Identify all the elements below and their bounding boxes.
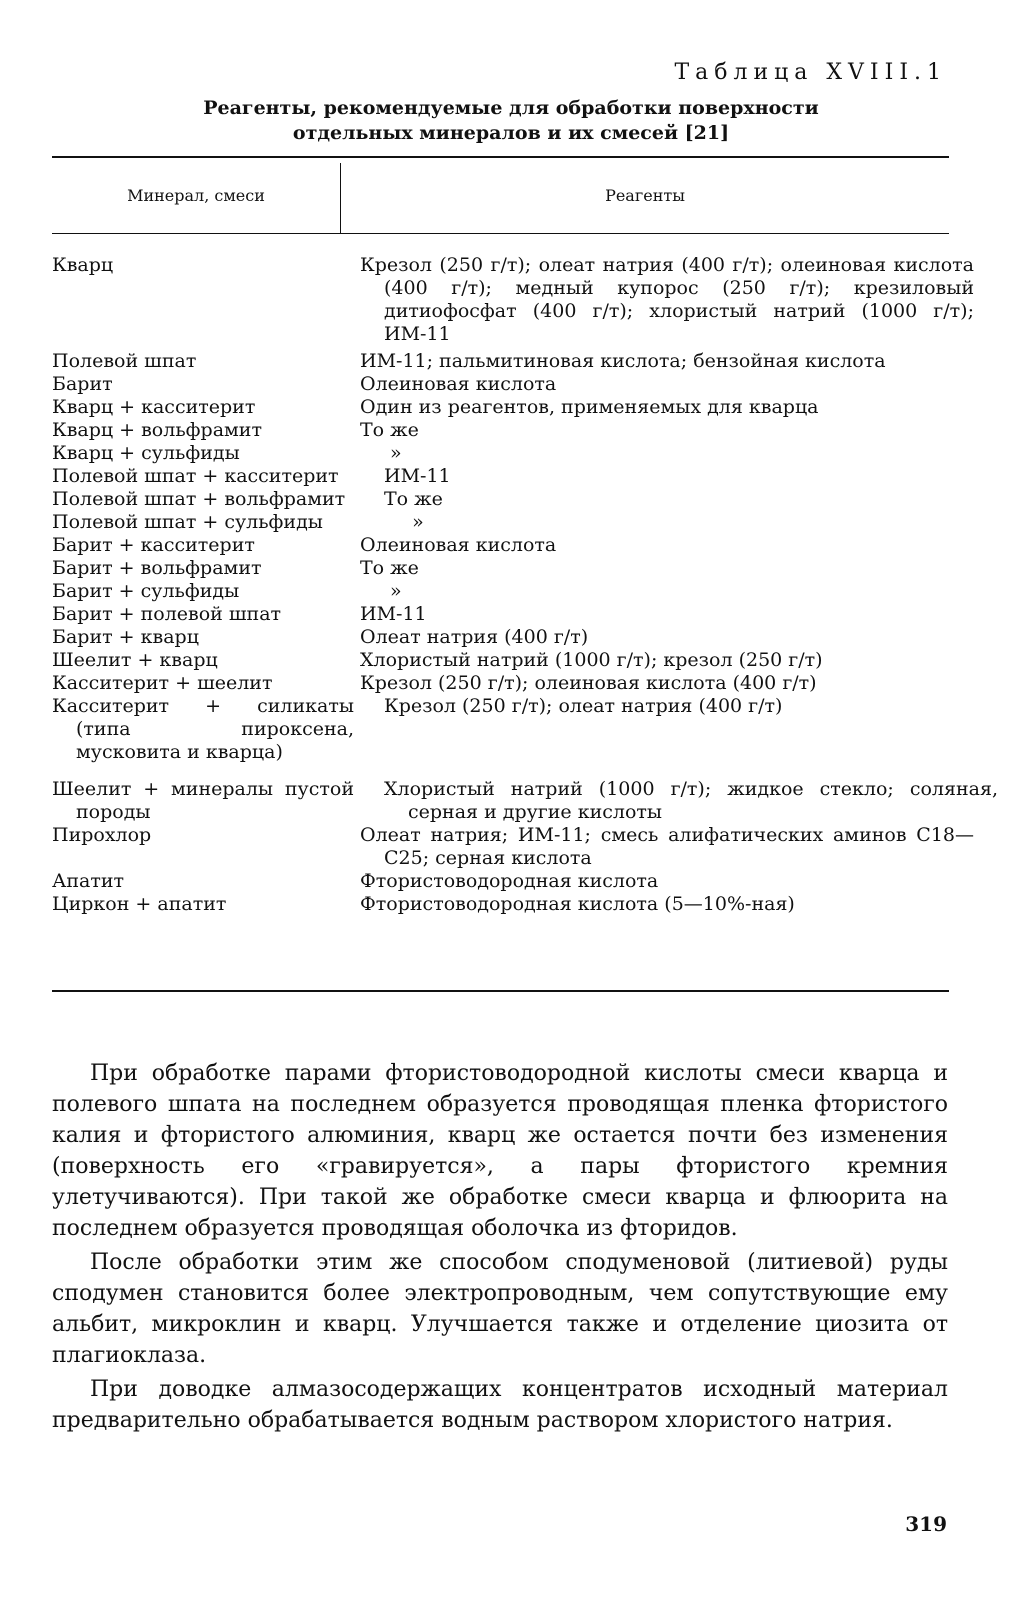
reagent-cell: Крезол (250 г/т); олеат натрия (400 г/т); олеиновая кислота (400 г/т); медный купорос (250 г/т); крезиловый дитиофосфат (400 г/т); хлористый натрий (1000 г/т); ИМ-11 <box>360 254 974 345</box>
table-title-line-2: отдельных минералов и их смесей [21] <box>292 122 730 144</box>
mineral-cell: Касситерит + шеелит <box>52 672 273 694</box>
mineral-cell: Кварц + касситерит <box>52 396 256 418</box>
table-row <box>0 534 1022 557</box>
reagent-cell: Фтористоводородная кислота <box>360 870 659 892</box>
reagent-cell: То же <box>360 557 419 579</box>
body-paragraph-2: После обработки этим же способом сподуменовой (литиевой) руды сподумен становится более электропроводным, чем сопутствующие ему альбит, микроклин и кварц. Улучшается также и отделение циозита от плагиоклаза. <box>52 1250 948 1368</box>
table-row <box>0 778 1022 824</box>
reagent-cell: » <box>390 580 402 602</box>
mineral-cell: Шеелит + минералы пустой породы <box>52 778 354 823</box>
table-header-rule <box>52 233 949 234</box>
reagent-cell: Фтористоводородная кислота (5—10%-ная) <box>360 893 795 915</box>
table-row <box>0 465 1022 488</box>
mineral-cell: Циркон + апатит <box>52 893 227 915</box>
reagent-cell: Олеиновая кислота <box>360 534 557 556</box>
column-header-reagents: Реагенты <box>605 186 685 205</box>
reagent-cell: Крезол (250 г/т); олеиновая кислота (400 г/т) <box>360 672 817 694</box>
mineral-cell: Апатит <box>52 870 125 892</box>
table-bottom-rule <box>52 990 949 992</box>
body-paragraph-1: При обработке парами фтористоводородной кислоты смеси кварца и полевого шпата на последнем образуется проводящая пленка фтористого калия и фтористого алюминия, кварц же остается почти без изменения (поверхность его «гравируется», а пары фтористого кремния улетучиваются). При такой же обработке смеси кварца и флюорита на последнем образуется проводящая оболочка из фторидов. <box>52 1061 948 1241</box>
table-row <box>0 254 1022 346</box>
table-row <box>0 373 1022 396</box>
table-row <box>0 511 1022 534</box>
mineral-cell: Барит + сульфиды <box>52 580 240 602</box>
table-row <box>0 626 1022 649</box>
table-row <box>0 672 1022 695</box>
mineral-cell: Кварц + вольфрамит <box>52 419 262 441</box>
mineral-cell: Барит <box>52 373 113 395</box>
table-row <box>0 870 1022 893</box>
mineral-cell: Барит + полевой шпат <box>52 603 282 625</box>
mineral-cell: Полевой шпат + сульфиды <box>52 511 323 533</box>
table-row <box>0 396 1022 419</box>
mineral-cell: Полевой шпат + вольфрамит <box>52 488 346 510</box>
mineral-cell: Полевой шпат + касситерит <box>52 465 339 487</box>
table-row <box>0 695 1022 764</box>
reagent-cell: ИМ-11; пальмитиновая кислота; бензойная кислота <box>360 350 886 372</box>
page-number: 319 <box>905 1512 947 1536</box>
reagent-cell: » <box>390 442 402 464</box>
body-paragraph-3: При доводке алмазосодержащих концентратов исходный материал предварительно обрабатывается водным раствором хлористого натрия. <box>52 1377 948 1433</box>
table-label: Таблица XVIII.1 <box>674 60 947 85</box>
reagent-cell: Олеат натрия; ИМ-11; смесь алифатических аминов C18—C25; серная кислота <box>360 824 974 869</box>
reagent-cell: Один из реагентов, применяемых для кварца <box>360 396 819 418</box>
table-row <box>0 350 1022 373</box>
table-title <box>0 96 1022 146</box>
table-row <box>0 824 1022 870</box>
table-row <box>0 488 1022 511</box>
body-text <box>52 1058 948 1439</box>
mineral-cell: Кварц + сульфиды <box>52 442 240 464</box>
mineral-cell: Барит + касситерит <box>52 534 255 556</box>
table-row <box>0 649 1022 672</box>
table-row <box>0 419 1022 442</box>
mineral-cell: Шеелит + кварц <box>52 649 218 671</box>
reagent-cell: Крезол (250 г/т); олеат натрия (400 г/т) <box>384 695 783 717</box>
mineral-cell: Кварц <box>52 254 114 276</box>
mineral-cell: Пирохлор <box>52 824 152 846</box>
reagent-cell: Олеат натрия (400 г/т) <box>360 626 589 648</box>
table-top-rule <box>52 156 949 158</box>
reagent-cell: » <box>412 511 424 533</box>
table-row <box>0 442 1022 465</box>
reagent-cell: ИМ-11 <box>360 603 427 625</box>
table-body <box>0 254 1022 916</box>
reagent-cell: То же <box>360 419 419 441</box>
reagent-cell: То же <box>384 488 443 510</box>
mineral-cell: Барит + кварц <box>52 626 199 648</box>
table-row <box>0 580 1022 603</box>
column-header-mineral: Минерал, смеси <box>127 186 265 205</box>
reagent-cell: ИМ-11 <box>384 465 451 487</box>
mineral-cell: Касситерит + силикаты (типа пироксена, мусковита и кварца) <box>52 695 354 763</box>
mineral-cell: Барит + вольфрамит <box>52 557 262 579</box>
table-row <box>0 893 1022 916</box>
table-title-line-1: Реагенты, рекомендуемые для обработки поверхности <box>203 97 819 119</box>
reagent-cell: Хлористый натрий (1000 г/т); крезол (250 г/т) <box>360 649 823 671</box>
table-row <box>0 603 1022 626</box>
table-row <box>0 557 1022 580</box>
reagent-cell: Олеиновая кислота <box>360 373 557 395</box>
mineral-cell: Полевой шпат <box>52 350 197 372</box>
reagent-cell: Хлористый натрий (1000 г/т); жидкое стекло; соляная, серная и другие кислоты <box>384 778 998 823</box>
